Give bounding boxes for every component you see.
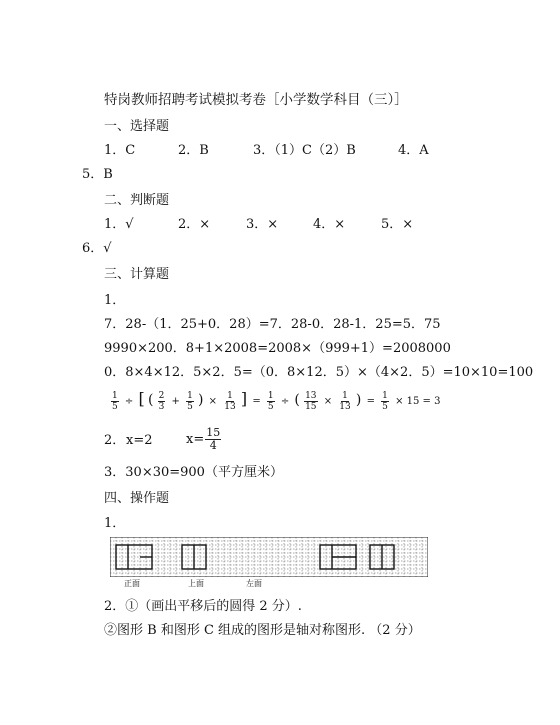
judge-answer: 6．√ xyxy=(82,241,112,256)
fraction: $\frac{1}{13}$ xyxy=(339,391,351,412)
fraction: $\frac{1}{5}$ xyxy=(112,391,118,412)
fraction-formula: $\frac{1}{5}$ ÷ [ ( $\frac{2}{3}$ + $\frac{1}{5}$ ) × $\frac{1}{13}$ ] = $\frac{1}{5}$ ÷ ( $\frac{13}{15}$ × $\frac{1}{13}$ ) = $\frac{1}{5}$ × 15 = 3 xyxy=(112,389,441,412)
section-4-heading: 四、操作题 xyxy=(104,491,170,506)
grid-label-left: 左面 xyxy=(246,579,262,588)
calc-line: 9990×200．8+1×2008=2008×（999+1）=2008000 xyxy=(104,341,451,356)
judge-answer: 3．× xyxy=(246,217,279,232)
judge-answer: 2．× xyxy=(178,217,211,232)
judge-answer: 5．× xyxy=(381,217,414,232)
calc-q2-number: 2． xyxy=(104,433,126,448)
view-grid-svg xyxy=(110,537,428,577)
choice-answer: 5．B xyxy=(82,167,113,182)
grid-label-front: 正面 xyxy=(124,579,140,588)
fraction: $\frac{1}{5}$ xyxy=(187,391,193,412)
op-q1-number: 1． xyxy=(104,516,126,531)
calc-q2-answer-a: x=2 xyxy=(126,433,153,448)
fraction: $\frac{1}{5}$ xyxy=(382,391,388,412)
fraction: $\frac{1}{13}$ xyxy=(224,391,236,412)
fraction: $\frac{13}{15}$ xyxy=(305,391,317,412)
fraction: $\frac{15}{4}$ xyxy=(206,426,221,452)
view-grid-figure xyxy=(110,537,428,589)
judge-answer: 1．√ xyxy=(104,217,134,232)
calc-q1-number: 1． xyxy=(104,293,126,308)
fraction: $\frac{2}{3}$ xyxy=(158,391,165,412)
page-title: 特岗教师招聘考试模拟考卷［小学数学科目（三）］ xyxy=(104,92,408,108)
fraction: $\frac{1}{5}$ xyxy=(267,391,274,412)
judge-answer: 4．× xyxy=(313,217,346,232)
choice-answer: 4．A xyxy=(398,143,429,158)
grid-label-top: 上面 xyxy=(188,579,204,588)
choice-answer: 1．C xyxy=(104,143,136,158)
calc-q2-answer-b: x= $\frac{15}{4}$ xyxy=(186,426,221,452)
choice-answer: 3．（1）C（2）B xyxy=(253,143,356,158)
calc-line: 7．28-（1．25+0．28）=7．28-0．28-1．25=5．75 xyxy=(104,317,441,332)
section-3-heading: 三、计算题 xyxy=(104,267,170,282)
op-q2-line-2: ②图形 B 和图形 C 组成的图形是轴对称图形. （2 分） xyxy=(104,623,421,638)
op-q2-line-1: 2．①（画出平移后的圆得 2 分）. xyxy=(104,599,302,614)
calc-q3: 3．30×30=900（平方厘米） xyxy=(104,465,283,480)
section-1-heading: 一、选择题 xyxy=(104,119,170,134)
section-2-heading: 二、判断题 xyxy=(104,193,170,208)
calc-line: 0．8×4×12．5×2．5=（0．8×12．5）×（4×2．5）=10×10=100 xyxy=(104,365,534,380)
choice-answer: 2．B xyxy=(178,143,209,158)
